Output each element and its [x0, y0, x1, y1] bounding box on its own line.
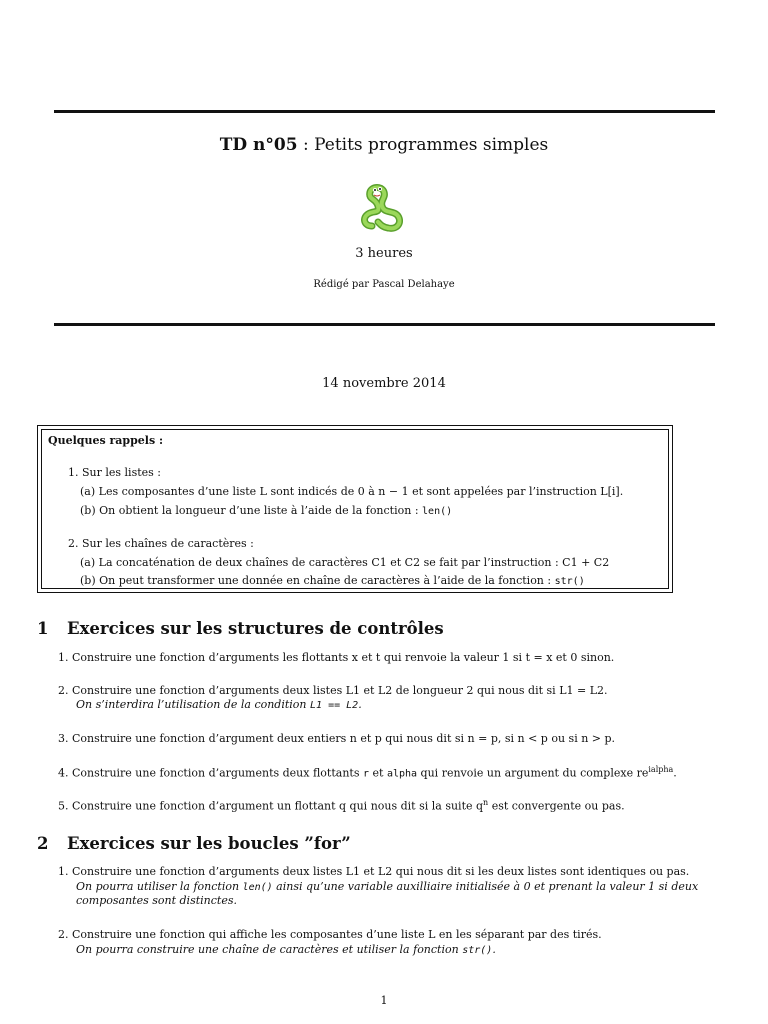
s1-ex5-sup: n — [483, 798, 489, 807]
rappel-1a: (a) Les composantes d’une liste L sont indicés de 0 à n − 1 et sont appelées par l’instruction L[i]. — [80, 485, 624, 498]
page-title — [0, 135, 768, 155]
s2-exercise-1-note-line-2: composantes sont distinctes. — [76, 894, 237, 907]
s1-ex4-text: 4. Construire une fonction d’arguments deux flottants — [58, 766, 363, 780]
rappel-1b-code: len() — [422, 506, 453, 517]
rappel-1b — [80, 504, 452, 517]
s2-exercise-2: 2. Construire une fonction qui affiche les composantes d’une liste L en les séparant par des tirés. — [58, 928, 602, 941]
s1-ex4-end: qui renvoie un argument du complexe re — [417, 766, 649, 780]
s1-ex4-dot: . — [673, 766, 677, 780]
title-number: TD n°05 — [219, 135, 298, 155]
title-text: : Petits programmes simples — [297, 135, 549, 155]
rappel-2-label: 2. Sur les chaînes de caractères : — [68, 537, 254, 550]
s1-exercise-1: 1. Construire une fonction d’arguments les flottants x et t qui renvoie la valeur 1 si t = x et 0 sinon. — [58, 651, 615, 664]
rappels-box — [37, 425, 673, 593]
rappel-2a: (a) La concaténation de deux chaînes de caractères C1 et C2 se fait par l’instruction : C1 + C2 — [80, 556, 610, 569]
s1-ex4-mid: et — [369, 766, 387, 780]
s1-ex4-code-r: r — [362, 768, 370, 780]
rappel-1-label: 1. Sur les listes : — [68, 466, 161, 479]
s2-exercise-2-note — [76, 943, 496, 956]
s2-ex1-note-end: ainsi qu’une variable auxilliaire initialisée à 0 et prenant la valeur 1 si deux — [272, 880, 699, 893]
author: Rédigé par Pascal Delahaye — [313, 279, 455, 290]
rappel-2b-code: str() — [554, 576, 585, 587]
rappels-box-inner — [41, 429, 669, 589]
top-rule — [54, 110, 715, 113]
section-1-heading — [37, 619, 444, 638]
s2-ex2-note-text: On pourra construire une chaîne de caractères et utiliser la fonction — [76, 943, 463, 956]
s1-exercise-3: 3. Construire une fonction d’argument deux entiers n et p qui nous dit si n = p, si n < p ou si n > p. — [58, 732, 616, 745]
section-1-title: Exercices sur les structures de contrôles — [67, 619, 444, 638]
s1-exercise-4 — [58, 765, 677, 780]
s1-ex4-sup: ialpha — [648, 765, 674, 774]
s1-ex5-text: 5. Construire une fonction d’argument un flottant q qui nous dit si la suite q — [58, 799, 484, 813]
section-2-title: Exercices sur les boucles ”for” — [67, 834, 351, 853]
rappel-2b-text: (b) On peut transformer une donnée en chaîne de caractères à l’aide de la fonction : — [80, 574, 555, 587]
s1-ex4-code-alpha: alpha — [386, 768, 418, 780]
date: 14 novembre 2014 — [322, 376, 446, 391]
rappels-heading: Quelques rappels : — [48, 434, 164, 447]
page-number: 1 — [380, 994, 388, 1007]
s1-exercise-2-note — [76, 698, 362, 711]
s2-ex2-note-code: str() — [462, 945, 493, 956]
s2-ex1-note-code: len() — [242, 882, 273, 893]
section-1-number: 1 — [37, 619, 49, 638]
section-2-number: 2 — [37, 834, 49, 853]
s1-ex2-note-text: On s’interdira l’utilisation de la condition — [76, 698, 311, 711]
s1-ex5-end: est convergente ou pas. — [488, 799, 625, 813]
section-2-heading — [37, 834, 351, 853]
rappel-2b — [80, 574, 585, 587]
s1-exercise-2: 2. Construire une fonction d’arguments deux listes L1 et L2 de longueur 2 qui nous dit si L1 = L2. — [58, 684, 608, 697]
duration: 3 heures — [355, 246, 413, 261]
s1-ex2-note-end: . — [358, 698, 362, 711]
s1-ex2-note-code: L1 == L2 — [310, 700, 359, 711]
s2-ex1-note-text: On pourra utiliser la fonction — [76, 880, 243, 893]
s1-exercise-5 — [58, 798, 625, 813]
s2-exercise-1: 1. Construire une fonction d’arguments deux listes L1 et L2 qui nous dit si les deux listes sont identiques ou pas. — [58, 865, 690, 878]
s2-ex2-note-end: . — [492, 943, 496, 956]
python-snake-icon — [358, 184, 410, 232]
s2-exercise-1-note-line-1 — [76, 880, 698, 893]
bottom-rule — [54, 323, 715, 326]
rappel-1b-text: (b) On obtient la longueur d’une liste à l’aide de la fonction : — [80, 504, 423, 517]
